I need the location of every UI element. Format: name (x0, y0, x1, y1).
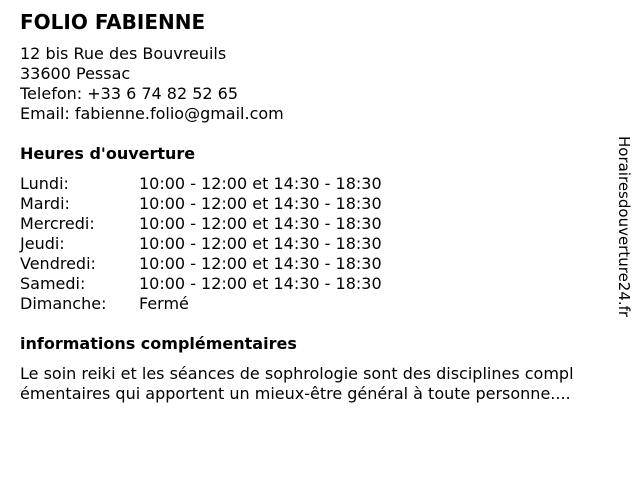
time-range: 10:00 - 12:00 et 14:30 - 18:30 (139, 194, 382, 213)
hours-row-saturday (20, 274, 440, 294)
site-watermark: Horairesdouverture24.fr (615, 136, 633, 318)
info-line: Le soin reiki et les séances de sophrologie sont des disciplines compl (20, 364, 574, 383)
day-label: Samedi: (20, 274, 86, 293)
hours-row-thursday (20, 234, 440, 254)
opening-hours-table (20, 174, 440, 314)
day-label: Vendredi: (20, 254, 96, 273)
contact-block (20, 44, 284, 124)
time-range: Fermé (139, 294, 189, 313)
time-range: 10:00 - 12:00 et 14:30 - 18:30 (139, 214, 382, 233)
email-address: Email: fabienne.folio@gmail.com (20, 104, 284, 123)
day-label: Lundi: (20, 174, 69, 193)
additional-info-text (20, 364, 574, 404)
time-range: 10:00 - 12:00 et 14:30 - 18:30 (139, 254, 382, 273)
day-label: Mercredi: (20, 214, 95, 233)
info-line: émentaires qui apportent un mieux-être général à toute personne.... (20, 384, 571, 403)
day-label: Jeudi: (20, 234, 65, 253)
time-range: 10:00 - 12:00 et 14:30 - 18:30 (139, 274, 382, 293)
hours-row-wednesday (20, 214, 440, 234)
opening-hours-heading: Heures d'ouverture (20, 144, 196, 163)
additional-info-heading: informations complémentaires (20, 334, 297, 353)
phone-number: Telefon: +33 6 74 82 52 65 (20, 84, 239, 103)
hours-row-sunday (20, 294, 440, 314)
business-name: FOLIO FABIENNE (20, 10, 206, 34)
time-range: 10:00 - 12:00 et 14:30 - 18:30 (139, 234, 382, 253)
hours-row-monday (20, 174, 440, 194)
day-label: Dimanche: (20, 294, 107, 313)
hours-row-tuesday (20, 194, 440, 214)
address-city: 33600 Pessac (20, 64, 131, 83)
address-street: 12 bis Rue des Bouvreuils (20, 44, 227, 63)
hours-row-friday (20, 254, 440, 274)
day-label: Mardi: (20, 194, 70, 213)
time-range: 10:00 - 12:00 et 14:30 - 18:30 (139, 174, 382, 193)
